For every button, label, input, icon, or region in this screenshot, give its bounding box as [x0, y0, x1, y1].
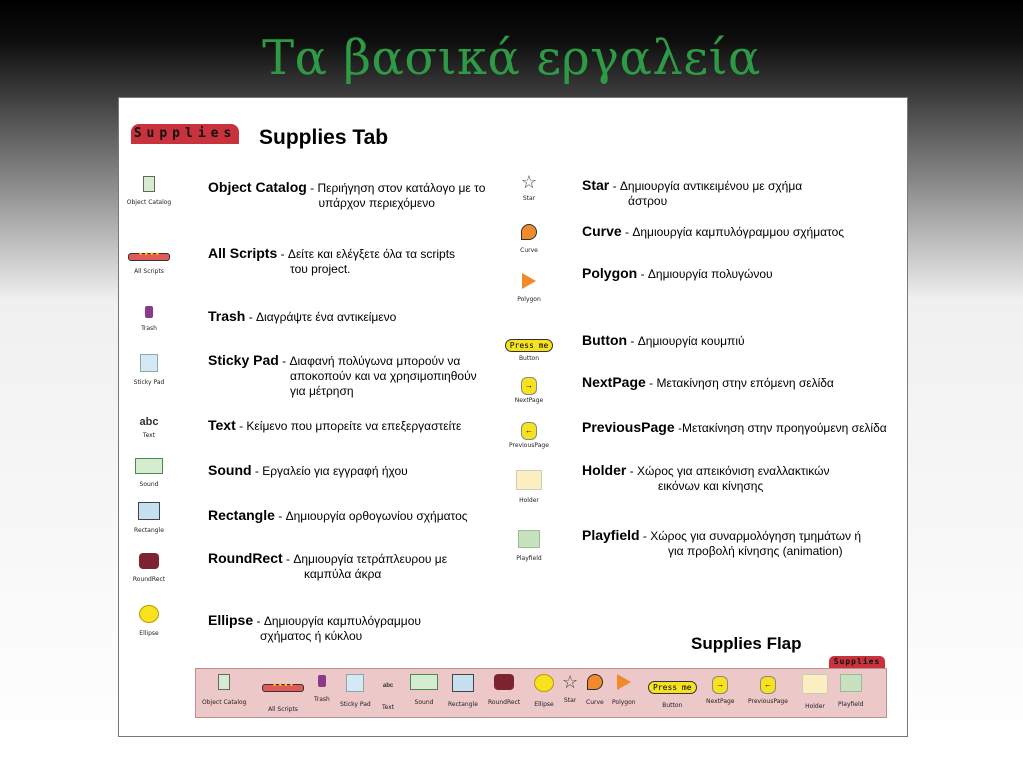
roundrect-icon — [494, 674, 514, 690]
slide-title: Τα βασικά εργαλεία — [262, 30, 761, 86]
rectangle-desc: Rectangle - Δημιουργία ορθογωνίου σχήματος — [208, 507, 468, 523]
rectangle-icon — [138, 502, 160, 520]
polygon-tool[interactable] — [499, 273, 559, 303]
catalog-icon — [143, 176, 155, 192]
flap-item-all-scripts[interactable] — [262, 679, 304, 713]
flap-item-star[interactable] — [562, 674, 578, 704]
holder-icon — [802, 674, 828, 694]
flap-caption: Sound — [414, 699, 434, 706]
rectangle-tool[interactable] — [119, 502, 179, 534]
supplies-tab-heading: Supplies Tab — [259, 126, 389, 149]
supplies-flap-label: Supplies Flap — [691, 634, 802, 653]
flap-item-holder[interactable] — [802, 674, 828, 710]
supplies-flap-tab[interactable]: Supplies — [829, 656, 885, 668]
sound-tool[interactable] — [119, 458, 179, 488]
flap-item-polygon[interactable] — [612, 674, 636, 706]
holder-tool[interactable] — [499, 470, 559, 504]
roundrect-desc: RoundRect - Δημιουργία τετράπλευρου με καμπύλα άκρα — [208, 550, 448, 581]
flap-item-object-catalog[interactable] — [202, 674, 247, 706]
trash-caption: Trash — [141, 325, 157, 332]
star-icon: ☆ — [520, 172, 538, 192]
playfield-caption: Playfield — [516, 555, 542, 562]
flap-caption: Holder — [805, 703, 825, 710]
button-desc: Button - Δημιουργία κουμπιύ — [582, 332, 745, 348]
flap-caption: Object Catalog — [202, 699, 247, 706]
previous-page-icon: ← — [760, 676, 776, 694]
star-caption: Star — [522, 195, 536, 202]
curve-caption: Curve — [520, 247, 538, 254]
curve-tool[interactable] — [499, 224, 559, 254]
flap-item-playfield[interactable] — [838, 674, 863, 708]
trash-desc: Trash - Διαγράψτε ένα αντικείμενο — [208, 308, 397, 324]
next-page-icon: → — [712, 676, 728, 694]
playfield-tool[interactable] — [499, 530, 559, 562]
flap-caption: Ellipse — [534, 701, 554, 708]
playfield-desc: Playfield - Χώρος για συναρμολόγηση τμημάτων ή για προβολή κίνησης (animation) — [582, 527, 861, 558]
flap-caption: RoundRect — [488, 699, 521, 706]
flap-caption: NextPage — [706, 698, 735, 705]
sticky-pad-desc: Sticky Pad - Διαφανή πολύγωνα μπορούν να αποκοπούν και να χρησιμοπιηθούν για μέτρηση — [208, 352, 477, 398]
catalog-icon — [218, 674, 230, 690]
text-icon: abc — [139, 416, 159, 428]
playfield-icon — [518, 530, 540, 548]
star-tool[interactable] — [499, 174, 559, 202]
polygon-icon — [617, 674, 631, 690]
flap-item-curve[interactable] — [586, 674, 604, 706]
sticky-pad-icon — [346, 674, 364, 692]
sound-icon — [410, 674, 438, 690]
flap-caption: Curve — [586, 699, 604, 706]
flap-item-sticky-pad[interactable] — [340, 674, 371, 708]
previous-page-icon: ← — [521, 422, 537, 440]
previous-page-desc: PreviousPage -Μετακίνηση στην προηγούμενη σελίδα — [582, 419, 887, 435]
flap-caption: Star — [563, 697, 577, 704]
star-desc: Star - Δημιουργία αντικειμένου με σχήμα άστρου — [582, 177, 803, 208]
flap-item-rectangle[interactable] — [448, 674, 478, 708]
flap-item-button[interactable] — [648, 677, 697, 709]
supplies-tab[interactable]: Supplies — [131, 124, 239, 144]
all-scripts-icon — [262, 684, 304, 692]
ellipse-desc: Ellipse - Δημιουργία καμπυλόγραμμου σχήματος ή κύκλου — [208, 612, 421, 643]
flap-caption: Rectangle — [448, 701, 478, 708]
flap-item-text[interactable] — [382, 674, 394, 711]
flap-caption: Text — [382, 704, 395, 711]
sound-caption: Sound — [139, 481, 159, 488]
sound-desc: Sound - Εργαλείο για εγγραφή ήχου — [208, 462, 408, 478]
star-icon: ☆ — [562, 672, 579, 692]
polygon-desc: Polygon - Δημιουργία πολυγώνου — [582, 265, 773, 281]
text-icon: abc — [382, 683, 394, 689]
trash-icon — [145, 306, 153, 318]
next-page-desc: NextPage - Μετακίνηση στην επόμενη σελίδα — [582, 374, 834, 390]
roundrect-tool[interactable] — [119, 553, 179, 583]
text-desc: Text - Κείμενο που μπορείτε να επεξεργαστείτε — [208, 417, 462, 433]
supplies-panel — [118, 97, 908, 737]
button-icon: Press me — [648, 681, 697, 694]
rectangle-icon — [452, 674, 474, 692]
flap-item-previous-page[interactable] — [748, 674, 788, 705]
sticky-pad-caption: Sticky Pad — [133, 379, 165, 386]
flap-item-ellipse[interactable] — [534, 674, 554, 708]
all-scripts-desc: All Scripts - Δείτε και ελέγξετε όλα τα scripts του project. — [208, 245, 456, 276]
next-page-icon: → — [521, 377, 537, 395]
trash-icon — [318, 675, 326, 687]
curve-desc: Curve - Δημιουργία καμπυλόγραμμου σχήματος — [582, 223, 845, 239]
flap-caption: Polygon — [612, 699, 636, 706]
flap-item-sound[interactable] — [410, 674, 438, 706]
rectangle-caption: Rectangle — [134, 527, 164, 534]
curve-icon — [521, 224, 537, 240]
ellipse-caption: Ellipse — [139, 630, 159, 637]
supplies-flap — [195, 668, 887, 718]
holder-icon — [516, 470, 542, 490]
button-tool[interactable] — [499, 335, 559, 362]
ellipse-icon — [534, 674, 554, 692]
holder-desc: Holder - Χώρος για απεικόνιση εναλλακτικών εικόνων και κίνησης — [582, 462, 830, 493]
polygon-icon — [522, 273, 536, 289]
polygon-caption: Polygon — [517, 296, 541, 303]
flap-item-next-page[interactable] — [706, 674, 735, 705]
object-catalog-desc: Object Catalog - Περιήγηση στον κατάλογο με το υπάρχον περιεχόμενο — [208, 179, 486, 210]
all-scripts-icon — [128, 253, 170, 261]
flap-caption: PreviousPage — [748, 698, 788, 705]
flap-item-trash[interactable] — [314, 674, 330, 703]
roundrect-caption: RoundRect — [132, 576, 166, 583]
trash-tool[interactable] — [119, 305, 179, 332]
flap-caption: Trash — [314, 696, 330, 703]
roundrect-icon — [139, 553, 159, 569]
text-tool[interactable] — [119, 412, 179, 439]
sound-icon — [135, 458, 163, 474]
all-scripts-caption: All Scripts — [134, 268, 164, 275]
button-caption: Button — [518, 355, 540, 362]
playfield-icon — [840, 674, 862, 692]
flap-caption: All Scripts — [268, 706, 298, 713]
curve-icon — [587, 674, 603, 690]
object-catalog-tool[interactable] — [119, 176, 179, 206]
flap-item-roundrect[interactable] — [488, 674, 520, 706]
next-page-tool[interactable] — [499, 375, 559, 404]
flap-caption: Button — [662, 702, 683, 709]
sticky-pad-tool[interactable] — [119, 354, 179, 386]
sticky-pad-icon — [140, 354, 158, 372]
ellipse-icon — [139, 605, 159, 623]
next-page-caption: NextPage — [514, 397, 544, 404]
all-scripts-tool[interactable] — [119, 248, 179, 275]
object-catalog-caption: Object Catalog — [126, 199, 172, 206]
holder-caption: Holder — [519, 497, 539, 504]
ellipse-tool[interactable] — [119, 605, 179, 637]
previous-page-tool[interactable] — [499, 420, 559, 449]
previous-page-caption: PreviousPage — [509, 442, 549, 449]
flap-caption: Playfield — [838, 701, 864, 708]
button-icon: Press me — [505, 339, 554, 352]
flap-caption: Sticky Pad — [340, 701, 371, 708]
text-caption: Text — [142, 432, 156, 439]
